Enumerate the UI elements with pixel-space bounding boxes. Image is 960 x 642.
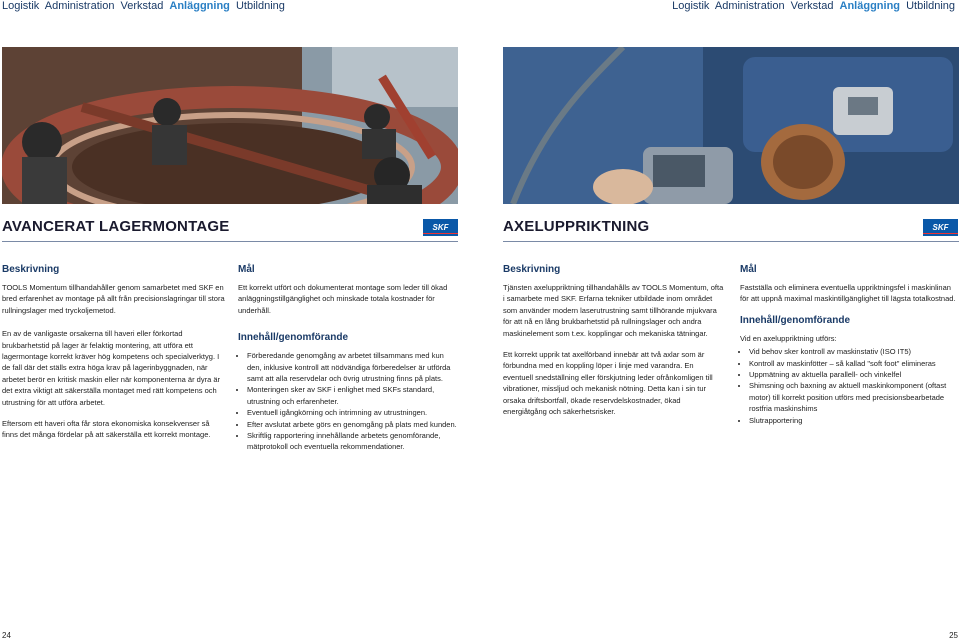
list-item: • Förberedande genomgång av arbetet tillsammans med kun den, inklusive kontroll att nödvändiga förberedelser är utförda samt att alla reservdelar och övrig utrustning finns på plats. — [247, 350, 460, 384]
top-nav-left — [2, 0, 288, 12]
body-paragraph: En av de vanligaste orsakerna till haveri eller förkortad brukbarhetstid på lager är felaktig montering, att utföra ett lagermontage korrekt kräver hög kompetens och specialverktyg. I de fall där det ställs extra höga krav på lagerinbyggnaden, när arbetet berör en kritisk maskin eller när komponenterna är dyra är det extra viktigt att säkerställa montaget med rätt kompetens och utrustning för att utföra arbetet. — [2, 329, 221, 407]
list-item: • Vid behov sker kontroll av maskinstativ (ISO IT5) — [749, 346, 960, 357]
section-heading: Mål — [740, 264, 757, 275]
list-item: • Shimsning och baxning av aktuell maskinkomponent (oftast motor) till korrekt position utförs med precisionsbearbetade rostfria maskinshims — [749, 380, 960, 414]
body-paragraph: Eftersom ett haveri ofta får stora ekonomiska konsekvenser så finns det många fördelar på att säkerställa ett korrekt montage. — [2, 419, 211, 440]
body-paragraph: TOOLS Momentum tillhandahåller genom samarbetet med SKF en bred erfarenhet av montage på allt från precisionslagringar till stora rullningslager med tryckoljemetod. — [2, 283, 225, 315]
left-mal-section — [238, 264, 460, 453]
divider — [2, 241, 458, 242]
section-heading: Innehåll/genomförande — [740, 314, 851, 326]
top-nav-right — [672, 0, 958, 12]
list-item: • Skriftlig rapportering innehållande arbetets genomförande, mätprotokoll och eventuella rekommendationer. — [247, 430, 460, 453]
page-number: 25 — [949, 631, 958, 640]
section-heading: Innehåll/genomförande — [238, 332, 349, 344]
skf-logo: SKF — [923, 219, 958, 236]
left-beskrivning-section — [2, 264, 227, 451]
page-title-axeluppriktning: AXELUPPRIKTNING — [503, 218, 650, 235]
list-item: • Monteringen sker av SKF i enlighet med SKFs standard, utrustning och erfarenheter. — [247, 384, 460, 407]
body-paragraph: Fastställa och eliminera eventuella uppriktningsfel i maskinlinan för att uppnå maximal maskintillgänglighet till lägsta totalkostnad. — [740, 283, 956, 304]
right-mal-section — [740, 264, 960, 426]
bearing-assembly-photo — [2, 47, 458, 204]
section-heading: Mål — [238, 264, 255, 275]
page-number: 24 — [2, 631, 11, 640]
list-item: • Efter avslutat arbete görs en genomgång på plats med kunden. — [247, 419, 460, 430]
nav-item-logistik[interactable]: Logistik — [672, 0, 710, 12]
body-paragraph: Ett korrekt upprik tat axelförband innebär att två axlar som är förbundna med en koppling löper i linje med varandra. En eventuell snedställning eller förskjutning leder ofrånkomligen till vibrationer, missljud och mekanisk nötning. Detta kan i sin tur orsaka driftsbortfall, ökade reservdelskostnader, ökad energiåtgång och säkerhetsrisker. — [503, 350, 713, 417]
right-beskrivning-section — [503, 264, 725, 427]
bullet-list — [238, 350, 460, 453]
nav-item-utbildning[interactable]: Utbildning — [235, 0, 285, 12]
body-paragraph: Ett korrekt utfört och dokumenterat montage som leder till ökad anläggningstillgänglighet och minskade totala kostnader för underhåll. — [238, 283, 448, 315]
shaft-alignment-photo — [503, 47, 959, 204]
nav-item-logistik[interactable]: Logistik — [2, 0, 40, 12]
bullet-list — [740, 346, 960, 426]
nav-item-administration[interactable]: Administration — [44, 0, 115, 12]
nav-item-verkstad[interactable]: Verkstad — [120, 0, 164, 12]
nav-item-utbildning[interactable]: Utbildning — [906, 0, 955, 12]
section-heading: Beskrivning — [503, 264, 561, 275]
list-item: • Kontroll av maskinfötter – så kallad "soft foot" elimineras — [749, 358, 960, 369]
list-item: • Uppmätning av aktuella parallell- och vinkelfel — [749, 369, 960, 380]
body-paragraph: Tjänsten axeluppriktning tillhandahålls av TOOLS Momentum, ofta i samarbete med SKF. Erfarna tekniker utbildade inom området som använder modern laserutrustning samt tillhörande mjukvara för att nå en lång brukbarhetstid på rullningslager och andra maskinelement som t.ex. kopplingar och mekaniska tätningar. — [503, 283, 724, 338]
nav-item-verkstad[interactable]: Verkstad — [790, 0, 834, 12]
divider — [503, 241, 959, 242]
nav-item-administration[interactable]: Administration — [714, 0, 785, 12]
list-item: • Eventuell igångkörning och intrimning av utrustningen. — [247, 407, 460, 418]
nav-item-anlaggning[interactable]: Anläggning — [839, 0, 901, 12]
list-item: • Slutrapportering — [749, 415, 960, 426]
skf-logo: SKF — [423, 219, 458, 236]
body-paragraph: Vid en axeluppriktning utförs: — [740, 333, 837, 343]
page-title-lagermontage: AVANCERAT LAGERMONTAGE — [2, 218, 230, 235]
nav-item-anlaggning[interactable]: Anläggning — [169, 0, 230, 12]
section-heading: Beskrivning — [2, 264, 60, 275]
